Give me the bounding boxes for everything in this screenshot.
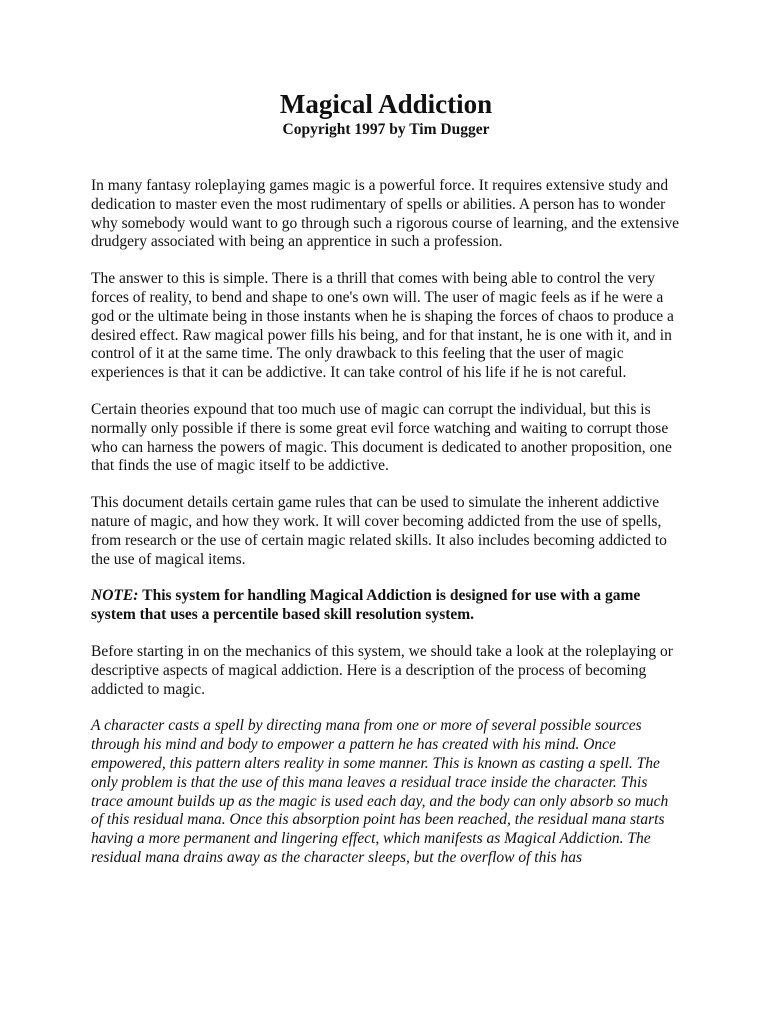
paragraph-details: This document details certain game rules that can be used to simulate the inherent addictive nature of magic, and how they work. It will cover becoming addicted from the use of spells, from research or the use of certain magic related skills. It also includes becoming addicted to the use of magical items. (91, 494, 667, 568)
document-title: Magical Addiction (279, 89, 493, 119)
note-text: This system for handling Magical Addiction is designed for use with a game system that uses a percentile based skill resolution system. (91, 587, 641, 624)
paragraph-intro: In many fantasy roleplaying games magic is a powerful force. It requires extensive study and dedication to master even the most rudimentary of spells or abilities. A person has to wonder why somebody would want to go through such a rigorous course of learning, and the extensive drudgery associated with being an apprentice in such a profession. (91, 177, 680, 251)
paragraph-theories: Certain theories expound that too much use of magic can corrupt the individual, but this is normally only possible if there is some great evil force watching and waiting to corrupt those who can harness the powers of magic. This document is dedicated to another proposition, one that finds the use of magic itself to be addictive. (91, 400, 672, 475)
paragraph-italic-description: A character casts a spell by directing mana from one or more of several possible sources through his mind and body to empower a pattern he has created with his mind. Once empowered, this pattern alters reality in some manner. This is known as casting a spell. The only problem is that the use of this mana leaves a residual trace inside the character. This trace amount builds up as the magic is used each day, and the body can only absorb so much of this residual mana. Once this absorption point has been reached, the residual mana starts having a more permanent and lingering effect, which manifests as Magical Addiction. The residual mana drains away as the character sleeps, but the overflow of this has (91, 717, 669, 866)
note-label: NOTE: (91, 587, 139, 605)
document-body (91, 177, 681, 868)
paragraph-before-mechanics: Before starting in on the mechanics of this system, we should take a look at the roleplaying or descriptive aspects of magical addiction. Here is a description of the process of becoming addicted to magic. (91, 642, 673, 698)
note-paragraph (91, 587, 681, 625)
document-page (91, 88, 681, 886)
paragraph-answer: The answer to this is simple. There is a thrill that comes with being able to control the very forces of reality, to bend and shape to one's own will. The user of magic feels as if he were a god or the ultimate being in those instants when he is shaping the forces of chaos to produce a desired effect. Raw magical power fills his being, and for that instant, he is one with it, and in control of it at the same time. The only drawback to this feeling that the user of magic experiences is that it can be addictive. It can take control of his life if he is not careful. (91, 270, 674, 382)
document-copyright: Copyright 1997 by Tim Dugger (282, 121, 490, 138)
